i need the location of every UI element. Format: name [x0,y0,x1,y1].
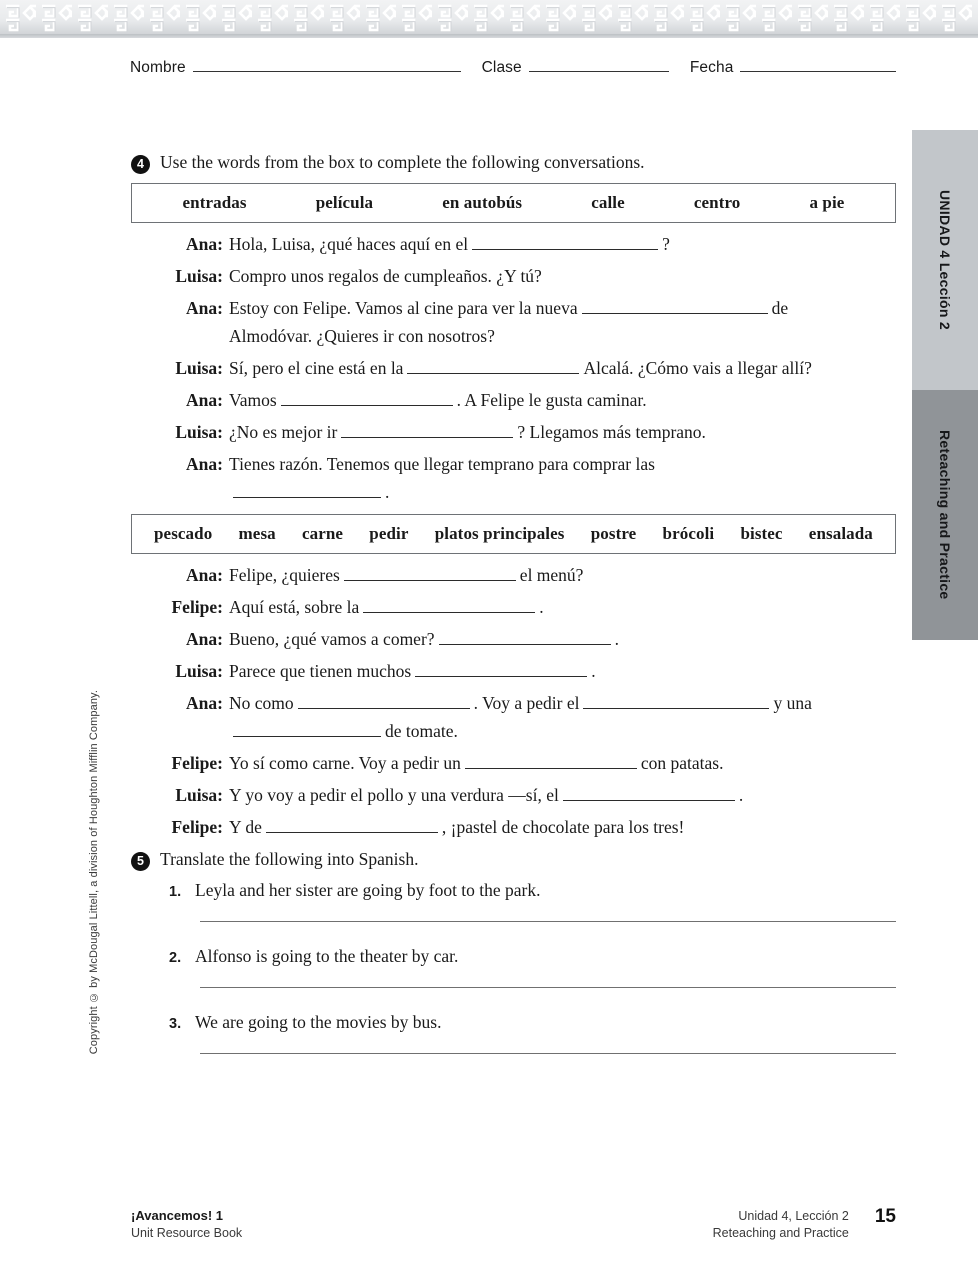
answer-blank[interactable] [341,424,513,438]
greek-key-pattern-icon [0,2,978,32]
line-text-post: . [539,597,544,617]
exercise-5-instruction: Translate the following into Spanish. [160,849,419,869]
exercise-5-number-badge: 5 [131,852,150,871]
line-text-post: . [385,482,390,502]
dialogue-line [131,266,896,287]
answer-blank[interactable] [281,392,453,406]
answer-blank[interactable] [563,787,735,801]
dialogue-continuation [131,721,896,742]
dialogue-line [131,565,896,586]
copyright-notice: Copyright © by McDougal Littell, a division of Houghton Mifflin Company. [88,690,100,1055]
nombre-label: Nombre [130,59,186,76]
speaker-label: Ana: [186,629,223,649]
page-number: 15 [874,1206,896,1227]
dialogue-line [131,422,896,443]
word-bank-1-item[interactable]: centro [693,193,741,212]
dialogue-line [131,390,896,411]
decorative-header-band [0,0,978,38]
dialogue-line [131,298,896,319]
line-text-pre: Estoy con Felipe. Vamos al cine para ver la nueva [229,298,578,318]
list-item [131,880,896,922]
speaker-label: Ana: [186,693,223,713]
speaker-label: Luisa: [175,358,223,378]
exercise-5-heading [131,849,896,871]
clase-label: Clase [481,59,522,76]
side-tab-unit: UNIDAD 4 Lección 2 [912,130,978,390]
speaker-label: Luisa: [175,785,223,805]
dialogue-line [131,358,896,379]
line-text-pre: Yo sí como carne. Voy a pedir un [229,753,461,773]
dialogue-line [131,234,896,255]
line-text-pre: Aquí está, sobre la [229,597,360,617]
word-bank-2-item[interactable]: bistec [740,524,783,543]
line-text-post: ? [662,234,670,254]
dialogue-line [131,753,896,774]
item-text: Alfonso is going to the theater by car. [195,946,459,966]
answer-blank[interactable] [465,755,637,769]
dialogue-line [131,661,896,682]
speaker-label: Ana: [186,454,223,474]
line-text-post: y una [773,693,812,713]
speaker-label: Felipe: [171,753,223,773]
list-item [131,946,896,988]
word-bank-2-item[interactable]: carne [301,524,344,543]
speaker-label: Luisa: [175,661,223,681]
speaker-label: Ana: [186,298,223,318]
footer-left [131,1208,242,1240]
answer-blank[interactable] [583,695,769,709]
line-text-pre: Tienes razón. Tenemos que llegar temprano para comprar las [229,454,655,474]
answer-line[interactable] [200,986,896,988]
dialogue-line [131,693,896,714]
dialogue-2 [131,565,896,838]
item-number: 1. [169,884,182,900]
fecha-label: Fecha [689,59,734,76]
answer-blank[interactable] [266,819,438,833]
answer-blank[interactable] [344,567,516,581]
line-text-post: . A Felipe le gusta caminar. [456,390,647,410]
answer-blank[interactable] [298,695,470,709]
line-text-pre: Hola, Luisa, ¿qué haces aquí en el [229,234,469,254]
book-title: ¡Avancemos! 1 [131,1208,223,1223]
band-bottom-rule [0,34,978,38]
answer-blank[interactable] [439,631,611,645]
page-footer [131,1208,896,1242]
line-text-pre: Compro unos regalos de cumpleaños. ¿Y tú? [229,266,542,286]
translate-list [131,880,896,1054]
line-text-post: ? Llegamos más temprano. [517,422,706,442]
line-text-post: con patatas. [640,753,724,773]
dialogue-1 [131,234,896,503]
side-tab-section: Reteaching and Practice [912,390,978,640]
dialogue-line [131,785,896,806]
book-subtitle: Unit Resource Book [131,1226,243,1240]
word-bank-2 [131,514,896,554]
word-bank-1-item[interactable]: calle [591,193,625,212]
answer-line[interactable] [200,1052,896,1054]
answer-blank[interactable] [582,300,768,314]
line-text-pre: Y de [229,817,262,837]
word-bank-2-item[interactable]: pedir [369,524,409,543]
speaker-label: Ana: [186,390,223,410]
dialogue-continuation [131,482,896,503]
speaker-label: Luisa: [175,422,223,442]
line-text-post: . [738,785,744,805]
word-bank-2-item[interactable]: pescado [154,524,213,543]
speaker-label: Ana: [186,565,223,585]
speaker-label: Felipe: [171,817,223,837]
item-text: Leyla and her sister are going by foot to the park. [195,880,541,900]
item-number: 2. [169,950,182,966]
answer-blank[interactable] [233,484,381,498]
footer-section: Reteaching and Practice [712,1225,849,1240]
speaker-label: Luisa: [175,266,223,286]
answer-line[interactable] [200,920,896,922]
exercise-4-instruction: Use the words from the box to complete the following conversations. [160,152,645,172]
answer-blank[interactable] [363,599,535,613]
line-text-post: , ¡pastel de chocolate para los tres! [441,817,685,837]
dialogue-line [131,597,896,618]
word-bank-2-item[interactable]: ensalada [808,524,873,543]
line-text-pre: Felipe, ¿quieres [229,565,340,585]
line-text-post: . [614,629,619,649]
line-text-post: el menú? [519,565,584,585]
answer-blank[interactable] [415,663,587,677]
word-bank-1-item[interactable]: a pie [809,193,845,212]
footer-unit-lesson: Unidad 4, Lección 2 [738,1209,849,1223]
dialogue-continuation: Almodóvar. ¿Quieres ir con nosotros? [229,326,495,346]
nombre-input-line[interactable] [193,58,462,72]
line-text-post: Alcalá. ¿Cómo vais a llegar allí? [583,358,812,378]
word-bank-2-item[interactable]: mesa [238,524,276,543]
answer-blank[interactable] [472,236,658,250]
word-bank-1-item[interactable]: en autobús [442,193,523,212]
word-bank-2-item[interactable]: postre [590,524,637,543]
item-text: We are going to the movies by bus. [195,1012,442,1032]
word-bank-1 [131,183,896,223]
word-bank-1-item[interactable]: película [315,193,374,212]
word-bank-2-item[interactable]: platos principales [434,524,565,543]
word-bank-1-item[interactable]: entradas [182,193,247,212]
line-text-pre: No como [229,693,294,713]
line-text-pre: Parece que tienen muchos [229,661,412,681]
speaker-label: Ana: [186,234,223,254]
line-text-post: de tomate. [385,721,458,741]
exercise-4-number-badge: 4 [131,155,150,174]
student-info-row [130,58,896,77]
footer-right [713,1208,896,1242]
line-text-post: de [771,298,789,318]
fecha-input-line[interactable] [740,58,896,72]
worksheet-content [131,152,896,1078]
list-item [131,1012,896,1054]
answer-blank[interactable] [407,360,579,374]
dialogue-line [131,817,896,838]
item-number: 3. [169,1016,182,1032]
exercise-4-heading [131,152,896,174]
clase-input-line[interactable] [529,58,670,72]
dialogue-line [131,629,896,650]
line-text-pre: Y yo voy a pedir el pollo y una verdura —sí, el [229,785,559,805]
line-text-post: . [591,661,596,681]
line-text-pre: Vamos [229,390,277,410]
line-text-pre: ¿No es mejor ir [229,422,338,442]
word-bank-2-item[interactable]: brócoli [662,524,715,543]
speaker-label: Felipe: [171,597,223,617]
line-text-mid: . Voy a pedir el [473,693,580,713]
line-text-pre: Sí, pero el cine está en la [229,358,404,378]
line-text-pre: Bueno, ¿qué vamos a comer? [229,629,435,649]
dialogue-line [131,454,896,475]
answer-blank[interactable] [233,723,381,737]
